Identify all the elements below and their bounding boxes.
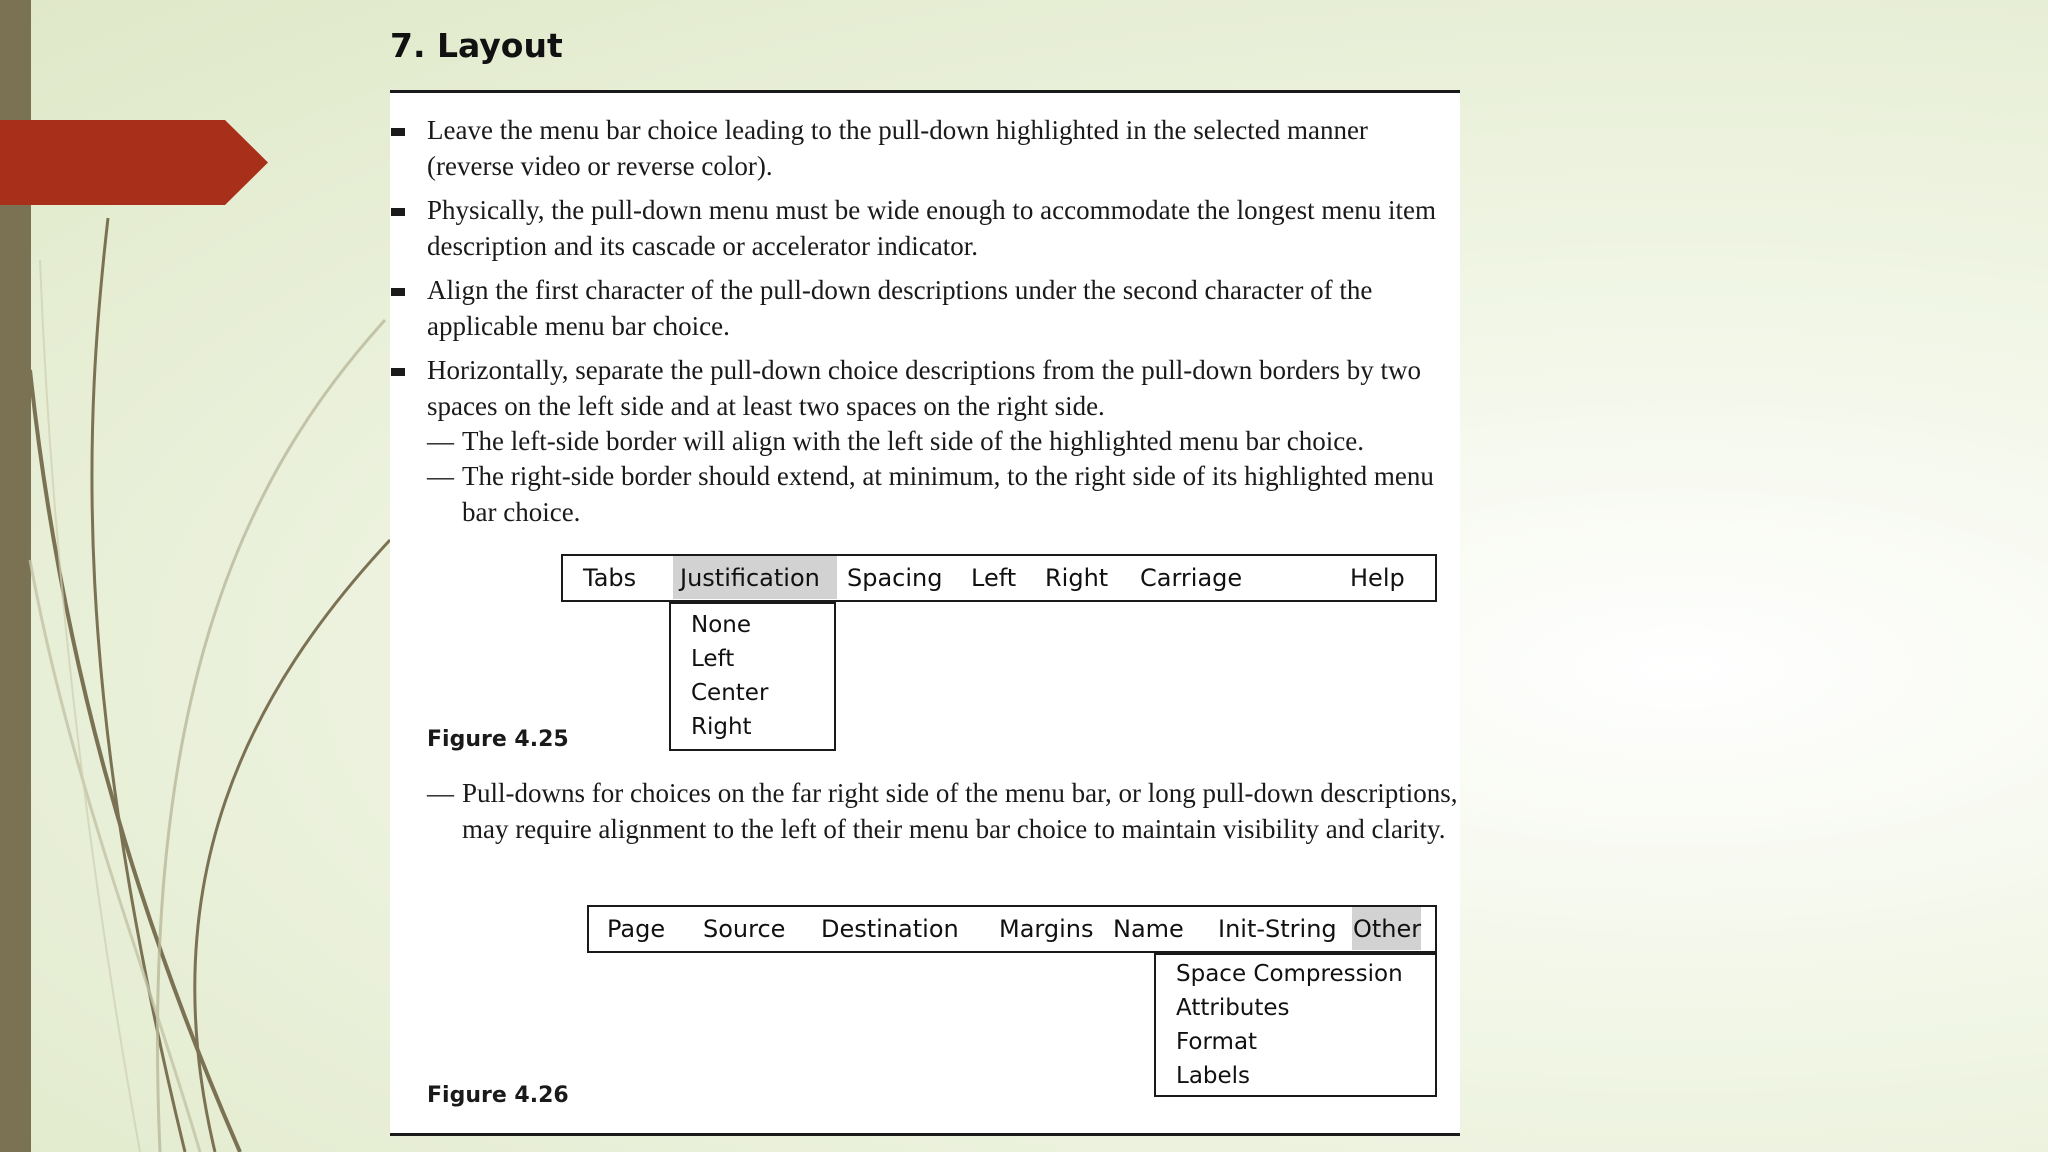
pulldown-item-right: Right bbox=[691, 714, 752, 740]
dash-item bbox=[427, 459, 1467, 530]
menu-item-carriage: Carriage bbox=[1140, 564, 1243, 592]
bullet-text: Align the first character of the pull-down descriptions under the second character of the applicable menu bar choice. bbox=[427, 275, 1373, 341]
pulldown-item-space-compression: Space Compression bbox=[1176, 961, 1403, 987]
dash-text: The left-side border will align with the left side of the highlighted menu bar choice. bbox=[462, 426, 1364, 456]
pulldown-item-attributes: Attributes bbox=[1176, 995, 1290, 1021]
em-dash-icon: — bbox=[427, 778, 454, 808]
menu-item-page: Page bbox=[607, 915, 666, 943]
menu-item-name: Name bbox=[1113, 915, 1184, 943]
dash-item bbox=[427, 776, 1467, 847]
bullet-item bbox=[427, 273, 1457, 344]
pulldown-item-center: Center bbox=[691, 680, 769, 706]
bullet-text: Leave the menu bar choice leading to the pull-down highlighted in the selected manner (reverse video or reverse color). bbox=[427, 115, 1368, 181]
pulldown-figure-2 bbox=[1154, 953, 1437, 1097]
menu-item-left: Left bbox=[971, 564, 1017, 592]
red-arrow-tab bbox=[0, 120, 268, 205]
bullet-text: Physically, the pull-down menu must be wide enough to accommodate the longest menu item description and its cascade or accelerator indicator. bbox=[427, 195, 1437, 261]
menu-item-margins: Margins bbox=[999, 915, 1094, 943]
pulldown-item-left: Left bbox=[691, 646, 735, 672]
bullet-item bbox=[427, 353, 1457, 424]
menu-bar-figure-2 bbox=[587, 905, 1437, 953]
menu-item-destination: Destination bbox=[821, 915, 959, 943]
menu-bar-figure-1 bbox=[561, 554, 1437, 602]
menu-item-source: Source bbox=[703, 915, 786, 943]
bullet-item bbox=[427, 193, 1457, 264]
figure-caption: Figure 4.25 bbox=[427, 727, 569, 752]
slide-title: 7. Layout bbox=[390, 26, 563, 65]
figure-caption: Figure 4.26 bbox=[427, 1083, 569, 1108]
bullet-text: Horizontally, separate the pull-down choice descriptions from the pull-down borders by two spaces on the left side and at least two spaces on the right side. bbox=[427, 355, 1421, 421]
em-dash-icon: — bbox=[427, 426, 454, 456]
em-dash-icon: — bbox=[427, 461, 454, 491]
menu-item-other: Other bbox=[1353, 915, 1422, 943]
pulldown-item-labels: Labels bbox=[1176, 1063, 1251, 1089]
dash-text: Pull-downs for choices on the far right side of the menu bar, or long pull-down descriptions, may require alignment to the left of their menu bar choice to maintain visibility and clarity. bbox=[462, 778, 1458, 844]
pulldown-figure-1 bbox=[669, 602, 836, 751]
menu-item-tabs: Tabs bbox=[583, 564, 637, 592]
menu-item-init-string: Init-String bbox=[1218, 915, 1337, 943]
bullet-square-icon bbox=[391, 288, 405, 296]
dash-item bbox=[427, 424, 1467, 460]
pulldown-item-none: None bbox=[691, 612, 752, 638]
pulldown-item-format: Format bbox=[1176, 1029, 1258, 1055]
bullet-square-icon bbox=[391, 368, 405, 376]
bullet-square-icon bbox=[391, 128, 405, 136]
menu-item-right: Right bbox=[1045, 564, 1109, 592]
menu-item-help: Help bbox=[1350, 564, 1405, 592]
document-scan bbox=[390, 90, 1460, 1136]
bullet-square-icon bbox=[391, 208, 405, 216]
menu-item-spacing: Spacing bbox=[847, 564, 943, 592]
bullet-item bbox=[427, 113, 1457, 184]
dash-text: The right-side border should extend, at minimum, to the right side of its highlighted menu bar choice. bbox=[462, 461, 1434, 527]
menu-item-justification: Justification bbox=[680, 564, 820, 592]
